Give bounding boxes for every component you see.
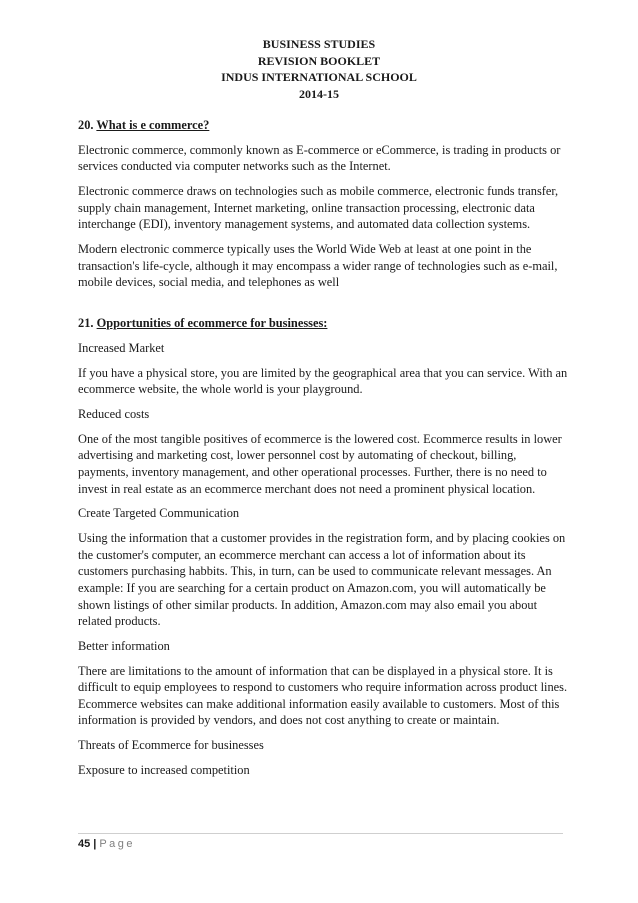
threat-item: Exposure to increased competition [78,763,250,778]
section-gap [78,299,568,315]
page-number: 45 [78,838,91,850]
body-paragraph: Using the information that a customer provides in the registration form, and by placing cookies on the customer's computer, an ecommerce merchant can access a lot of information about its customers purchasing habbits. This, in turn, can be used to communicate relevant messages. An example: If you are searching for a certain product on Amazon.com, you will automatically be shown listings of other similar products. In addition, Amazon.com may also email you about related products. [78,531,566,629]
section-20-paragraph: Modern electronic commerce typically uses the World Wide Web at least at one point in the transaction's life-cycle, although it may encompass a wider range of technologies such as e-mail, mobile devices, social media, and telephones as well [78,242,558,290]
body-paragraph: If you have a physical store, you are limited by the geographical area that you can service. With an ecommerce website, the whole world is your playground. [78,365,568,397]
footer-divider [78,833,563,834]
subheading: Increased Market [78,340,165,355]
section-21-number: 21. [78,316,94,331]
header-school: INDUS INTERNATIONAL SCHOOL [221,70,417,84]
threats-heading: Threats of Ecommerce for businesses [78,738,264,753]
booklet-header [0,36,638,102]
section-20-paragraph: Electronic commerce, commonly known as E-commerce or eCommerce, is trading in products or services conducted via computer networks such as the Internet. [78,142,561,174]
footer-separator: | [93,838,97,850]
subheading: Create Targeted Communication [78,506,240,521]
header-booklet: REVISION BOOKLET [257,53,381,68]
section-20-number: 20. [78,118,94,132]
page-content [78,117,568,787]
subheading: Reduced costs [78,407,150,422]
section-21-title: Opportunities of ecommerce for businesses: [96,316,328,331]
section-20-heading [78,117,568,134]
section-20-paragraph: Electronic commerce draws on technologies such as mobile commerce, electronic funds transfer, supply chain management, Internet marketing, online transaction processing, electronic data interchange (EDI), inventory management systems, and automated data collection systems. [78,184,559,232]
header-year: 2014-15 [299,86,339,101]
page-footer [78,837,135,851]
page-word: Page [99,838,136,850]
section-20-title: What is e commerce? [96,118,210,132]
subheading: Better information [78,638,170,653]
body-paragraph: One of the most tangible positives of ecommerce is the lowered cost. Ecommerce results in lower advertising and marketing cost, lower personnel cost by automating of checkout, billing, payments, inventory management, and other operational processes. Further, there is no need to invest in real estate as an ecommerce merchant does not need a prominent physical location. [78,431,562,496]
body-paragraph: There are limitations to the amount of information that can be displayed in a physical store. It is difficult to equip employees to respond to customers who require information across product lines. Ecommerce websites can make additional information easily available to customers. Most of this information is provided by vendors, and does not cost anything to create or maintain. [78,663,568,728]
section-21-heading [78,315,568,332]
header-subject: BUSINESS STUDIES [262,37,376,51]
